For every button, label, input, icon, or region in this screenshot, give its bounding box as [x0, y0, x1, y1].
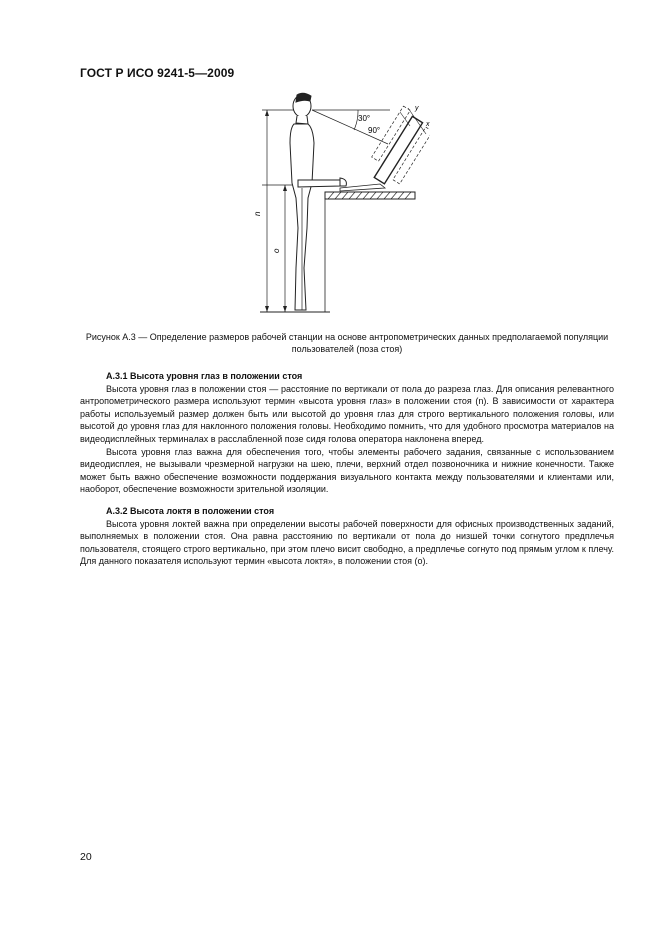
page-number: 20 [80, 851, 92, 863]
section-a32 [80, 505, 614, 568]
paragraph: Высота уровня глаз важна для обеспечения того, чтобы элементы рабочего задания, связанные с использованием видеодисплея, не вызывали чрезмерной нагрузки на шею, плечи, верхний отдел позвоночника и нижние конечности. Также может быть важно обеспечение возможности поддержания визуального контакта между пользователями и клиентами или, наоборот, обеспечение возможности зрительной изоляции. [80, 446, 614, 495]
display-screen [363, 106, 430, 191]
angle-30-label: 30° [358, 114, 371, 123]
human-figure [290, 93, 346, 310]
standing-workstation-figure [240, 88, 430, 318]
desk-surface [325, 192, 415, 199]
paragraph: Высота уровня глаз в положении стоя — расстояние по вертикали от пола до разреза глаз. Для описания релевантного антропометрического размера используют термин «высота уровня глаз» в положении стоя (n). В зависимости от характера работы используемый размер должен быть или высотой до уровня глаз для строго вертикального положения головы, или высотой до уровня глаз для наклонного положения головы. Необходимо помнить, что для удобного просмотра материалов на видеодисплейных терминалах в расслабленной позе сидя голова оператора наклонена вперед. [80, 383, 614, 444]
label-o: o [272, 248, 281, 253]
angle-90-label: 90° [368, 126, 381, 135]
figure-caption: Рисунок А.3 — Определение размеров рабочей станции на основе антропометрических данных предполагаемой популяции пользователей (поза стоя) [85, 332, 609, 354]
section-a31 [80, 370, 614, 496]
section-heading: А.3.2 Высота локтя в положении стоя [106, 506, 275, 516]
keyboard [340, 184, 385, 191]
label-n: n [253, 211, 262, 216]
label-x: x [426, 121, 430, 128]
document-header: ГОСТ Р ИСО 9241-5—2009 [80, 66, 235, 80]
paragraph: Высота уровня локтей важна при определении высоты рабочей поверхности для офисных производственных заданий, выполняемых в положении стоя. Она равна расстоянию по вертикали от пола до низшей точки согнутого предплечья пользователя, стоящего строго вертикально, при этом плечо висит свободно, а предплечье согнуто под прямым углом к плечу. Для данного показателя используют термин «высота локтя», в положении стоя (o). [80, 518, 614, 567]
label-y: y [415, 105, 419, 112]
section-heading: А.3.1 Высота уровня глаз в положении стоя [106, 371, 303, 381]
